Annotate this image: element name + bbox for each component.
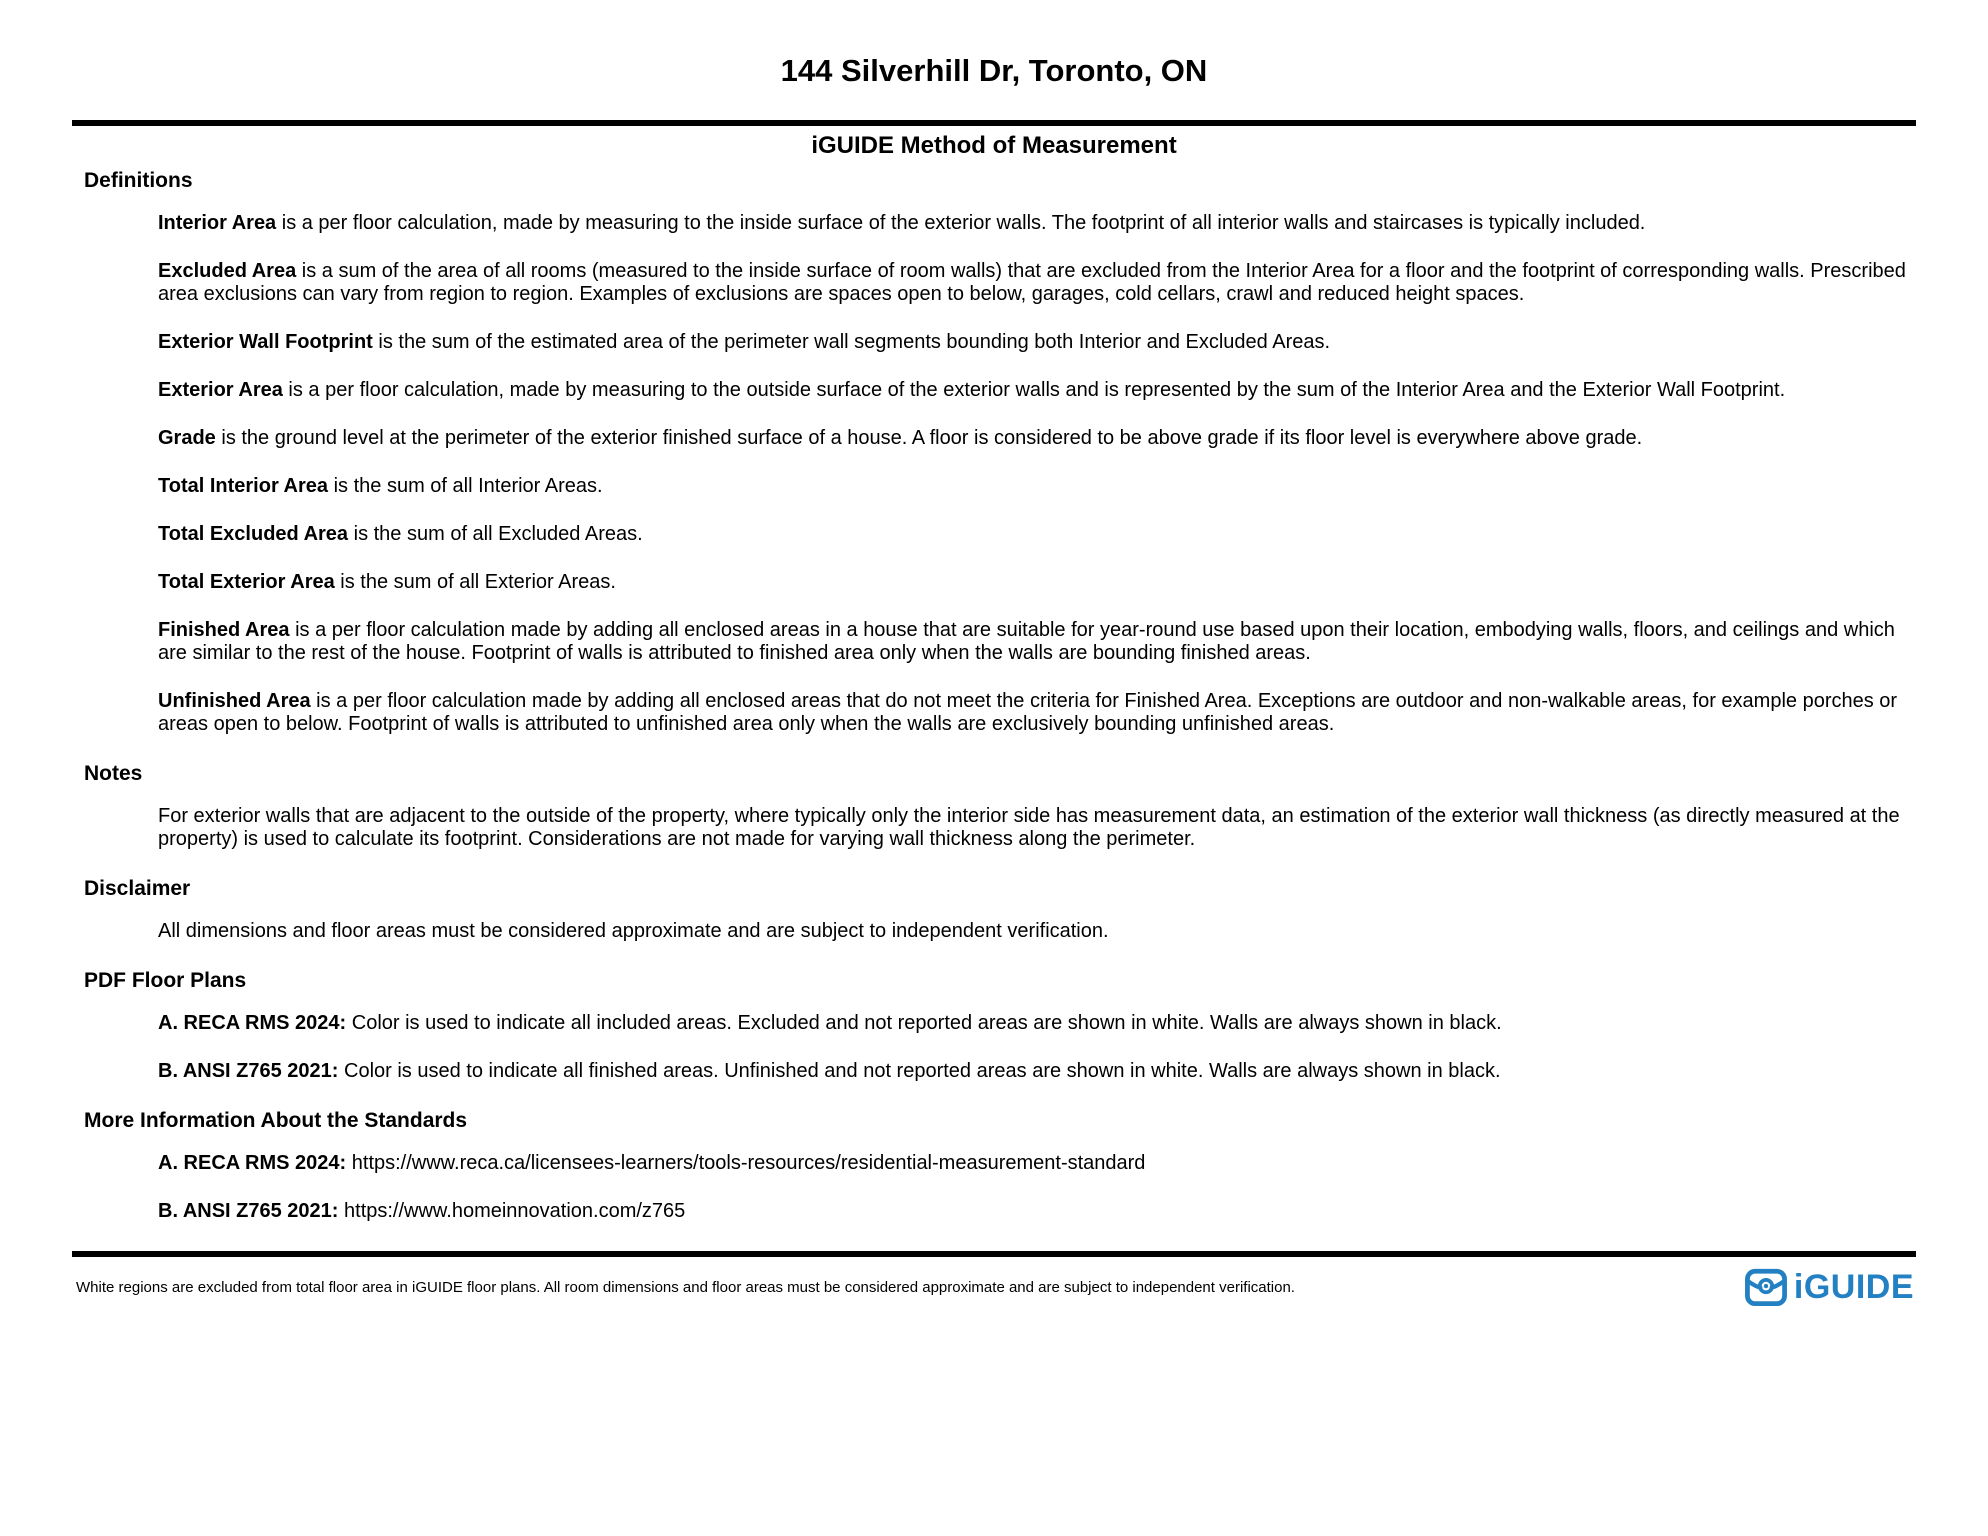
definition-paragraph-grade: [158, 427, 1918, 450]
definition-term: Unfinished Area: [158, 690, 311, 712]
pdf-floor-plans-item-reca: [158, 1012, 1918, 1035]
definition-paragraph-unfinished-area: [158, 690, 1918, 736]
standard-text: Color is used to indicate all finished areas. Unfinished and not reported areas are shown in white. Walls are always shown in black.: [338, 1060, 1501, 1082]
top-divider: [72, 120, 1916, 126]
definition-paragraph-exterior-wall-footprint: [158, 331, 1918, 354]
definition-paragraph-total-exterior-area: [158, 571, 1918, 594]
definition-term: Exterior Wall Footprint: [158, 331, 373, 353]
definition-text: is a per floor calculation, made by measuring to the outside surface of the exterior walls and is represented by the sum of the Interior Area and the Exterior Wall Footprint.: [282, 379, 1786, 401]
standard-url: https://www.reca.ca/licensees-learners/tools-resources/residential-measurement-standard: [346, 1152, 1146, 1174]
definition-text: is a sum of the area of all rooms (measured to the inside surface of room walls) that are excluded from the Interior Area for a floor and the footprint of corresponding walls. Prescribed area exclusions can vary from region to region. Examples of exclusions are spaces open to below, garages, cold cellars, crawl and reduced height spaces.: [158, 260, 1906, 305]
page-title: 144 Silverhill Dr, Toronto, ON: [780, 53, 1208, 88]
definition-text: is a per floor calculation, made by measuring to the inside surface of the exterior walls. The footprint of all interior walls and staircases is typically included.: [276, 212, 1646, 234]
definition-term: Total Exterior Area: [158, 571, 335, 593]
standard-label: A. RECA RMS 2024:: [158, 1012, 347, 1034]
notes-paragraph: [158, 805, 1918, 851]
definition-text: is the ground level at the perimeter of the exterior finished surface of a house. A floor is considered to be above grade if its floor level is everywhere above grade.: [215, 427, 1643, 449]
definition-text: is the sum of all Interior Areas.: [328, 475, 603, 497]
iguide-logo-text: iGUIDE: [1793, 1268, 1914, 1306]
section-heading-definitions: Definitions: [84, 169, 193, 192]
definition-term: Total Interior Area: [158, 475, 329, 497]
definition-term: Exterior Area: [158, 379, 283, 401]
standard-url: https://www.homeinnovation.com/z765: [338, 1200, 686, 1222]
disclaimer-text: All dimensions and floor areas must be considered approximate and are subject to independent verification.: [158, 920, 1109, 942]
notes-text: For exterior walls that are adjacent to the outside of the property, where typically only the interior side has measurement data, an estimation of the exterior wall thickness (as directly measured at the property) is used to calculate its footprint. Considerations are not made for varying wall thickness along the perimeter.: [158, 805, 1900, 850]
standard-text: Color is used to indicate all included areas. Excluded and not reported areas are shown in white. Walls are always shown in black.: [346, 1012, 1502, 1034]
standard-label: B. ANSI Z765 2021:: [158, 1200, 339, 1222]
section-heading-pdf-floor-plans: PDF Floor Plans: [84, 969, 247, 992]
definition-text: is a per floor calculation made by adding all enclosed areas that do not meet the criteria for Finished Area. Exceptions are outdoor and non-walkable areas, for example porches or areas open to below. Footprint of walls is attributed to unfinished area only when the walls are exclusively bounding unfinished areas.: [158, 690, 1898, 735]
footer-disclaimer-text: White regions are excluded from total floor area in iGUIDE floor plans. All room dimensions and floor areas must be considered approximate and are subject to independent verification.: [76, 1278, 1295, 1296]
section-heading-more-information: More Information About the Standards: [84, 1109, 468, 1132]
section-heading-notes: Notes: [84, 762, 143, 785]
definition-term: Grade: [158, 427, 216, 449]
section-heading-disclaimer: Disclaimer: [84, 877, 191, 900]
page-subtitle: iGUIDE Method of Measurement: [811, 132, 1177, 159]
definition-paragraph-finished-area: [158, 619, 1918, 665]
definition-paragraph-total-interior-area: [158, 475, 1918, 498]
definition-text: is a per floor calculation made by adding all enclosed areas in a house that are suitable for year-round use based upon their location, embodying walls, floors, and ceilings and which are similar to the rest of the house. Footprint of walls is attributed to finished area only when the walls are bounding finished areas.: [158, 619, 1895, 664]
more-information-item-reca: [158, 1152, 1918, 1175]
disclaimer-paragraph: [158, 920, 1918, 943]
definition-paragraph-interior-area: [158, 212, 1918, 235]
definition-term: Excluded Area: [158, 260, 297, 282]
page-footer: [0, 1267, 1988, 1307]
bottom-divider: [72, 1251, 1916, 1257]
definition-paragraph-total-excluded-area: [158, 523, 1918, 546]
definition-term: Finished Area: [158, 619, 290, 641]
pdf-floor-plans-item-ansi: [158, 1060, 1918, 1083]
definition-term: Total Excluded Area: [158, 523, 349, 545]
standard-label: B. ANSI Z765 2021:: [158, 1060, 339, 1082]
definition-term: Interior Area: [158, 212, 277, 234]
definition-paragraph-exterior-area: [158, 379, 1918, 402]
definition-text: is the sum of all Exterior Areas.: [334, 571, 616, 593]
iguide-camera-icon: [1745, 1267, 1787, 1307]
definition-text: is the sum of the estimated area of the perimeter wall segments bounding both Interior and Excluded Areas.: [372, 331, 1331, 353]
standard-label: A. RECA RMS 2024:: [158, 1152, 347, 1174]
more-information-item-ansi: [158, 1200, 1918, 1223]
definition-text: is the sum of all Excluded Areas.: [348, 523, 643, 545]
iguide-logo: [1745, 1267, 1914, 1307]
definition-paragraph-excluded-area: [158, 260, 1918, 306]
